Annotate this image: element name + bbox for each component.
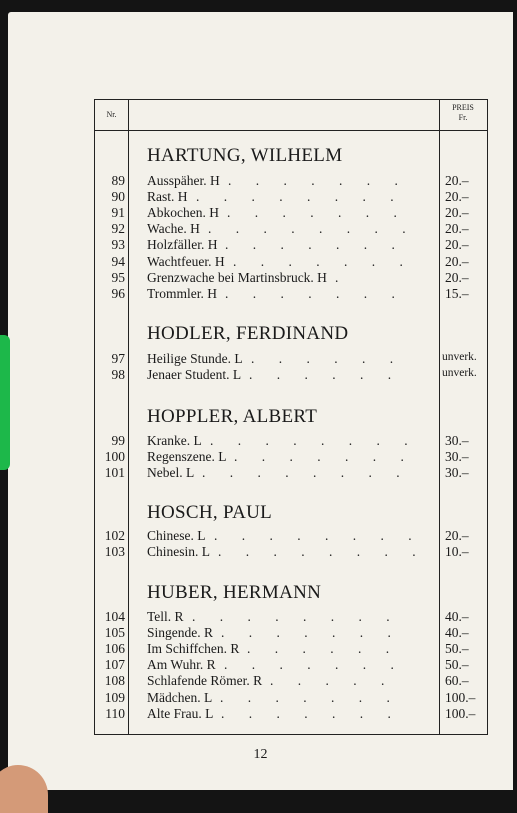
item-title: Wache. H <box>147 221 200 237</box>
item-number: 92 <box>111 221 125 237</box>
item-title: Heilige Stunde. L <box>147 351 243 366</box>
item-number: 100 <box>104 449 125 465</box>
item-price: 50.– <box>445 641 469 657</box>
leader-dots: . . . . . <box>270 673 395 689</box>
item-title: Regenszene. L <box>147 449 227 465</box>
item-title: Chinese. L <box>147 528 206 543</box>
artist-name: HOSCH, PAUL <box>147 502 273 523</box>
item-title: Nebel. L <box>147 465 195 481</box>
item-number: 98 <box>111 367 125 383</box>
leader-dots: . . . . . . . <box>221 625 402 641</box>
item-number: 93 <box>111 237 125 253</box>
item-number: 102 <box>104 528 125 543</box>
item-price: 100.– <box>445 689 476 705</box>
item-number: 108 <box>104 673 125 689</box>
item-number: 94 <box>111 253 125 269</box>
table-row <box>95 221 489 237</box>
leader-dots: . . . . . . . . <box>192 609 401 624</box>
item-number: 95 <box>111 269 125 285</box>
item-number: 96 <box>111 285 125 301</box>
item-price: 20.– <box>445 269 469 285</box>
item-price: 10.– <box>445 544 469 560</box>
item-title: Wachtfeuer. H <box>147 253 225 269</box>
item-title: Abkochen. H <box>147 205 219 221</box>
table-row <box>95 657 489 673</box>
item-title: Singende. R <box>147 625 213 641</box>
artist-name: HODLER, FERDINAND <box>147 323 349 344</box>
item-number: 97 <box>111 351 125 366</box>
table-row <box>95 706 489 722</box>
leader-dots: . . . . . . <box>247 641 400 657</box>
leader-dots: . . . . . . . <box>224 657 405 673</box>
item-price: 40.– <box>445 609 469 624</box>
item-title: Tell. R <box>147 609 184 624</box>
item-number: 106 <box>104 641 125 657</box>
table-row <box>95 351 489 367</box>
leader-dots: . . . . . . . <box>225 285 406 301</box>
item-price: 50.– <box>445 657 469 673</box>
leader-dots: . <box>335 269 349 285</box>
table-row <box>95 528 489 544</box>
item-price: 20.– <box>445 528 469 543</box>
leader-dots: . . . . . . . <box>221 705 402 721</box>
table-row <box>95 609 489 625</box>
item-title: Ausspäher. H <box>147 173 220 188</box>
item-title: Mädchen. L <box>147 689 213 705</box>
leader-dots: . . . . . . . <box>228 173 409 188</box>
artist-name: HUBER, HERMANN <box>147 582 322 603</box>
item-price: 20.– <box>445 189 469 205</box>
leader-dots: . . . . . . . . <box>214 528 423 543</box>
leader-dots: . . . . . . . <box>233 253 414 269</box>
item-price: unverk. <box>442 351 477 363</box>
leader-dots: . . . . . . . . <box>202 465 411 481</box>
item-price: 20.– <box>445 253 469 269</box>
leader-dots: . . . . . . . . <box>196 189 405 205</box>
item-price: 20.– <box>445 205 469 221</box>
item-price: 30.– <box>445 449 469 465</box>
item-title: Holzfäller. H <box>147 237 218 253</box>
leader-dots: . . . . . . <box>249 367 402 383</box>
leader-dots: . . . . . . . <box>225 237 406 253</box>
header-nr: Nr. <box>106 110 117 119</box>
leader-dots: . . . . . . . . <box>210 433 419 448</box>
item-price: unverk. <box>442 367 477 380</box>
item-number: 105 <box>104 625 125 641</box>
table-row <box>95 673 489 689</box>
catalog-table <box>94 99 488 735</box>
item-number: 89 <box>111 173 125 188</box>
item-price: 100.– <box>445 705 476 721</box>
item-price: 30.– <box>445 433 469 448</box>
item-title: Am Wuhr. R <box>147 657 216 673</box>
item-number: 107 <box>104 657 125 673</box>
page-number: 12 <box>253 747 268 762</box>
table-row <box>95 465 489 481</box>
catalog-entries <box>95 100 487 734</box>
item-price: 20.– <box>445 173 469 188</box>
item-price: 15.– <box>445 285 469 301</box>
item-title: Kranke. L <box>147 433 202 448</box>
leader-dots: . . . . . . <box>251 351 404 366</box>
item-number: 99 <box>111 433 125 448</box>
item-title: Jenaer Student. L <box>147 367 242 383</box>
leader-dots: . . . . . . . . <box>218 544 427 560</box>
leader-dots: . . . . . . . . <box>208 221 417 237</box>
table-row <box>95 641 489 657</box>
item-price: 20.– <box>445 237 469 253</box>
item-number: 103 <box>104 544 125 560</box>
table-row <box>95 173 489 189</box>
leader-dots: . . . . . . . <box>220 689 401 705</box>
item-title: Grenzwache bei Martinsbruck. H <box>147 269 327 285</box>
table-row <box>95 286 489 302</box>
item-number: 101 <box>104 465 125 481</box>
artist-name: HOPPLER, ALBERT <box>147 406 318 427</box>
table-row <box>95 189 489 205</box>
item-title: Im Schiffchen. R <box>147 641 240 657</box>
table-row <box>95 433 489 449</box>
header-preis-line2: Fr. <box>458 113 468 122</box>
green-bookmark <box>0 335 10 470</box>
item-number: 110 <box>105 705 125 721</box>
table-row <box>95 449 489 465</box>
table-row <box>95 270 489 286</box>
item-number: 109 <box>104 689 125 705</box>
item-title: Chinesin. L <box>147 544 210 560</box>
item-price: 60.– <box>445 673 469 689</box>
table-row <box>95 205 489 221</box>
item-title: Schlafende Römer. R <box>147 673 263 689</box>
item-title: Trommler. H <box>147 285 218 301</box>
table-row <box>95 254 489 270</box>
item-title: Rast. H <box>147 189 188 205</box>
item-price: 20.– <box>445 221 469 237</box>
item-title: Alte Frau. L <box>147 705 214 721</box>
item-number: 104 <box>104 609 125 624</box>
artist-name: HARTUNG, WILHELM <box>147 145 343 166</box>
item-number: 91 <box>111 205 125 221</box>
item-number: 90 <box>111 189 125 205</box>
table-row <box>95 625 489 641</box>
leader-dots: . . . . . . . <box>234 449 415 465</box>
leader-dots: . . . . . . . <box>227 205 408 221</box>
item-price: 30.– <box>445 465 469 481</box>
table-row <box>95 690 489 706</box>
table-row <box>95 544 489 560</box>
table-row <box>95 367 489 383</box>
catalog-page <box>8 12 513 790</box>
table-row <box>95 237 489 253</box>
header-preis-line1: PREIS <box>452 103 474 112</box>
item-price: 40.– <box>445 625 469 641</box>
